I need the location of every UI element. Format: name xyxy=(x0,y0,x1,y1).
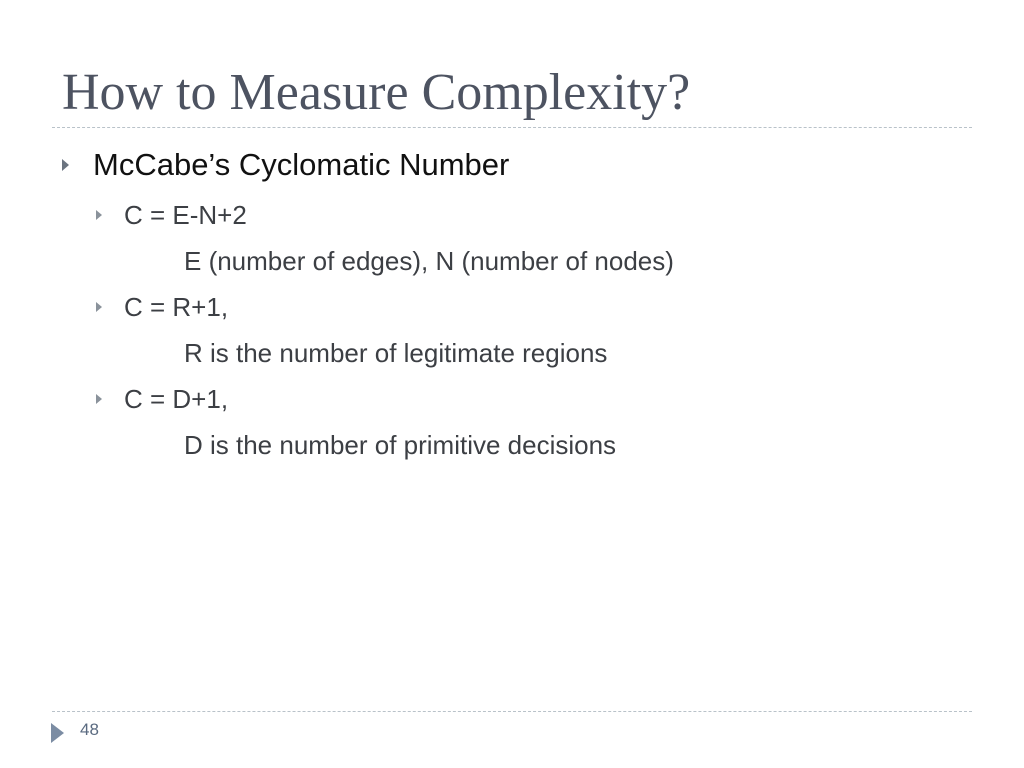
sub-bullet-arrow-icon xyxy=(96,210,102,220)
bullet-item xyxy=(62,147,509,183)
detail-text: E (number of edges), N (number of nodes) xyxy=(184,245,674,276)
bullet-text: McCabe’s Cyclomatic Number xyxy=(93,147,510,182)
sub-bullet-text: C = R+1, xyxy=(124,291,229,322)
sub-bullet-arrow-icon xyxy=(96,302,102,312)
title-divider xyxy=(52,127,972,128)
sub-bullet-item xyxy=(96,198,247,232)
detail-text: D is the number of primitive decisions xyxy=(184,429,617,460)
sub-bullet-item xyxy=(96,290,228,324)
sub-bullet-detail xyxy=(184,244,674,278)
sub-bullet-arrow-icon xyxy=(96,394,102,404)
detail-text: R is the number of legitimate regions xyxy=(184,337,608,368)
sub-bullet-text: C = D+1, xyxy=(124,383,229,414)
sub-bullet-detail xyxy=(184,428,616,462)
bullet-arrow-icon xyxy=(62,159,69,171)
sub-bullet-item xyxy=(96,382,228,416)
slide-title: How to Measure Complexity? xyxy=(62,64,691,121)
footer-divider xyxy=(52,711,972,712)
sub-bullet-text: C = E-N+2 xyxy=(124,199,247,230)
footer-arrow-icon xyxy=(51,723,64,743)
page-number: 48 xyxy=(80,720,99,739)
sub-bullet-detail xyxy=(184,336,607,370)
